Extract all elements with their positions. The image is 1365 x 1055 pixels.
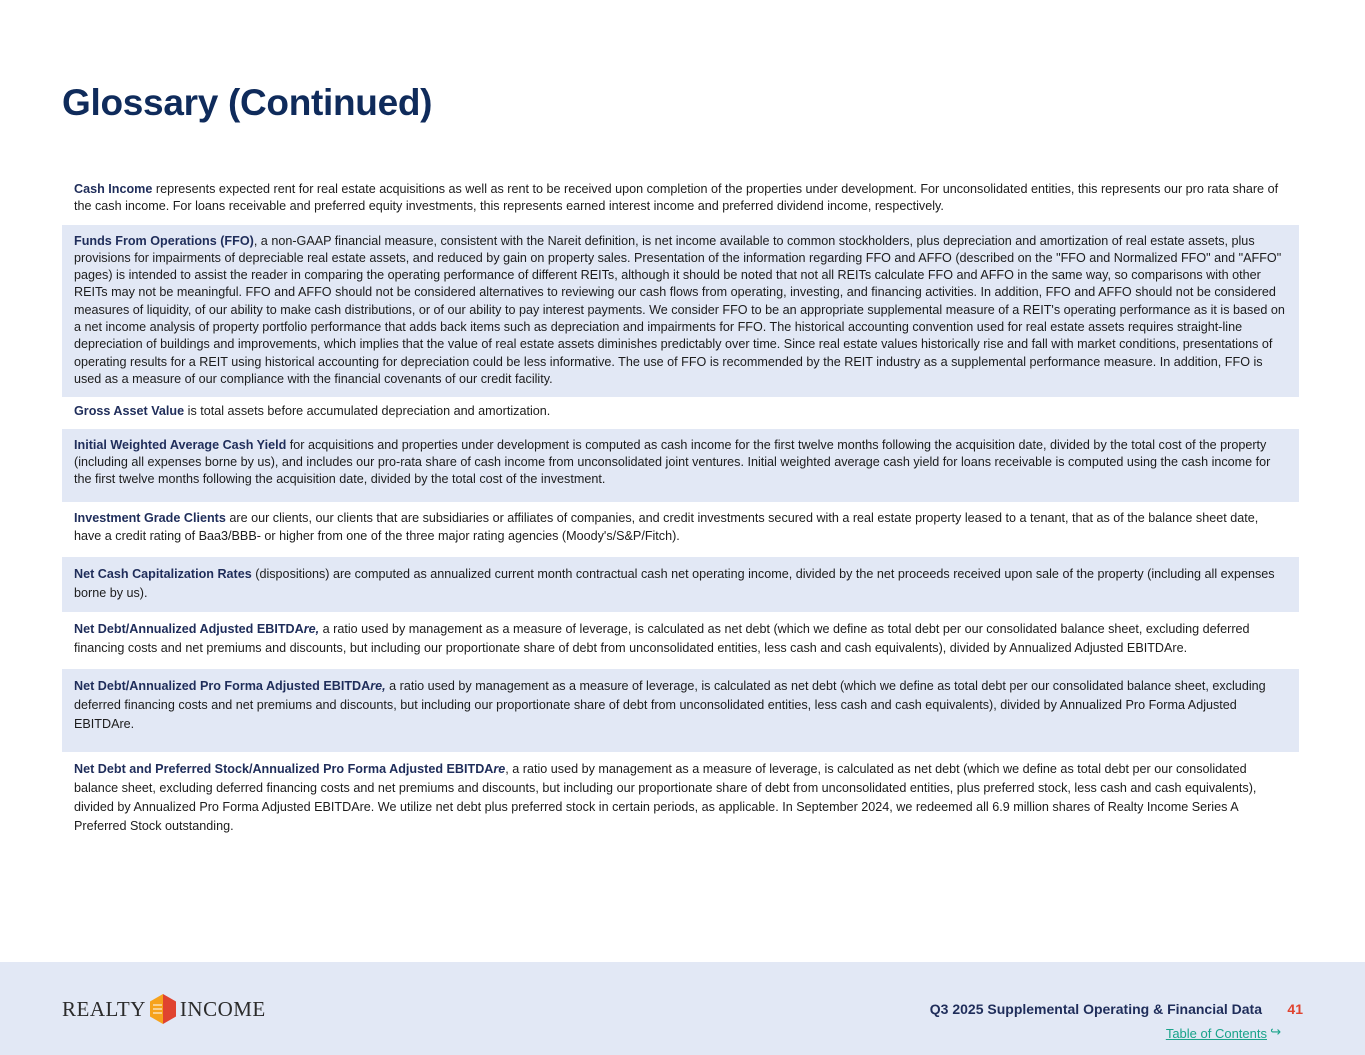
glossary-entry-investment-grade-clients bbox=[62, 502, 1299, 557]
glossary-definition: for acquisitions and properties under development is computed as cash income for the first twelve months following the acquisition date, divided by the total cost of the property (including all expenses borne by us), and includes our pro-rata share of cash income from unconsolidated joint ventures. Initial weighted average cash yield for loans receivable is computed using the cash income for the first twelve months following the acquisition date, divided by the total cost of the investment. bbox=[74, 437, 1271, 487]
glossary-term bbox=[74, 762, 505, 776]
glossary-entry-gross-asset-value bbox=[62, 397, 1299, 428]
glossary-term: Funds From Operations (FFO) bbox=[74, 233, 254, 248]
report-title: Q3 2025 Supplemental Operating & Financial Data bbox=[929, 1001, 1262, 1017]
page-number: 41 bbox=[1287, 1001, 1303, 1017]
glossary-definition: a ratio used by management as a measure of leverage, is calculated as net debt (which we define as total debt per our consolidated balance sheet, excluding deferred financing costs and net premiums and discounts, but including our proportionate share of debt from unconsolidated entities, less cash and cash equivalents), divided by Annualized Pro Forma Adjusted EBITDAre. bbox=[74, 679, 1266, 732]
glossary-definition: represents expected rent for real estate acquisitions as well as rent to be received upon completion of the properties under development. For unconsolidated entities, this represents our pro rata share of the cash income. For loans receivable and preferred equity investments, this represents earned interest income and preferred dividend income, respectively. bbox=[74, 182, 1279, 214]
glossary-term-suffix: re bbox=[493, 762, 506, 777]
glossary-term: Cash Income bbox=[74, 182, 153, 196]
logo-word-right: INCOME bbox=[179, 996, 266, 1021]
glossary-term: Initial Weighted Average Cash Yield bbox=[74, 437, 287, 452]
glossary-entry-net-debt-annualized-adjusted-ebitdare bbox=[62, 612, 1299, 669]
glossary-entry-initial-weighted-average-cash-yield bbox=[62, 429, 1299, 503]
table-of-contents-link[interactable]: Table of Contents bbox=[1165, 1026, 1267, 1041]
glossary-definition: are our clients, our clients that are subsidiaries or affiliates of companies, and credit investments secured with a real estate property leased to a tenant, that as of the balance sheet date, have a credit rating of Baa3/BBB- or higher from one of the three major rating agencies (Moody's/S&P/Fitch). bbox=[74, 511, 1259, 543]
glossary-definition: a ratio used by management as a measure of leverage, is calculated as net debt (which we define as total debt per our consolidated balance sheet, excluding deferred financing costs and net premiums and discounts, but including our proportionate share of debt from unconsolidated entities, less cash and cash equivalents), divided by Annualized Adjusted EBITDAre. bbox=[74, 622, 1250, 656]
glossary-term: Gross Asset Value bbox=[74, 404, 185, 419]
glossary-term-suffix: re, bbox=[303, 622, 320, 637]
glossary-definition: , a non-GAAP financial measure, consistent with the Nareit definition, is net income available to common stockholders, plus depreciation and amortization of real estate assets, plus provisions for impairments of depreciable real estate assets, and reduced by gain on property sales. Presentation of the information regarding FFO and AFFO (described on the "FFO and Normalized FFO" and "AFFO" pages) is intended to assist the reader in comparing the operating performance of different REITs, although it should be noted that not all REITs calculate FFO and AFFO in the same way, so comparisons with other REITs may not be meaningful. FFO and AFFO should not be considered alternatives to reviewing our cash flows from operating, investing, and financing activities. In addition, FFO and AFFO should not be considered measures of liquidity, of our ability to make cash distributions, or of our ability to pay interest payments. We consider FFO to be an appropriate supplemental measure of a REIT's operating performance as it is based on a net income analysis of property portfolio performance that adds back items such as depreciation and impairments for FFO. The historical accounting convention used for real estate assets requires straight-line depreciation of buildings and improvements, which implies that the value of real estate assets diminishes predictably over time. Since real estate values historically rise and fall with market conditions, presentations of operating results for a REIT using historical accounting for depreciation could be less informative. The use of FFO is recommended by the REIT industry as a supplemental performance measure. In addition, FFO is used as a measure of our compliance with the financial covenants of our credit facility. bbox=[74, 233, 1285, 386]
glossary-term-suffix: re, bbox=[370, 679, 386, 694]
glossary-term-main: Net Debt and Preferred Stock/Annualized Pro Forma Adjusted EBITDA bbox=[74, 762, 494, 777]
page-footer bbox=[0, 962, 1365, 1055]
glossary-list bbox=[62, 173, 1299, 845]
glossary-entry-cash-income bbox=[62, 173, 1299, 225]
glossary-term: Net Cash Capitalization Rates bbox=[74, 567, 252, 582]
glossary-entry-net-debt-annualized-pro-forma-adjusted-ebitdare bbox=[62, 669, 1299, 752]
realty-income-logo bbox=[62, 993, 266, 1025]
glossary-term-main: Net Debt/Annualized Pro Forma Adjusted EBITDA bbox=[74, 679, 371, 694]
glossary-definition: (dispositions) are computed as annualized current month contractual cash net operating income, divided by the net proceeds received upon sale of the property (including all expenses borne by us). bbox=[74, 567, 1275, 601]
page-title: Glossary (Continued) bbox=[62, 82, 433, 123]
glossary-term bbox=[74, 622, 319, 636]
glossary-definition: , a ratio used by management as a measure of leverage, is calculated as net debt (which we define as total debt per our consolidated balance sheet, excluding deferred financing costs and net premiums and discounts, but including our proportionate share of debt from unconsolidated entities, plus preferred stock, less cash and cash equivalents), divided by Annualized Pro Forma Adjusted EBITDAre. We utilize net debt plus preferred stock in certain periods, as applicable. In September 2024, we redeemed all 6.9 million shares of Realty Income Series A Preferred Stock outstanding. bbox=[74, 762, 1257, 834]
glossary-term bbox=[74, 679, 386, 693]
glossary-entry-ffo bbox=[62, 225, 1299, 398]
arrow-hook-icon[interactable]: ↪ bbox=[1270, 1024, 1281, 1039]
glossary-entry-net-debt-and-preferred-stock bbox=[62, 752, 1299, 845]
logo-mark-icon bbox=[150, 994, 176, 1024]
glossary-term: Investment Grade Clients bbox=[74, 511, 226, 526]
glossary-entry-net-cash-capitalization-rates bbox=[62, 557, 1299, 612]
glossary-term-main: Net Debt/Annualized Adjusted EBITDA bbox=[74, 622, 304, 637]
logo-word-left: REALTY bbox=[62, 996, 146, 1021]
glossary-definition: is total assets before accumulated depreciation and amortization. bbox=[184, 404, 551, 419]
